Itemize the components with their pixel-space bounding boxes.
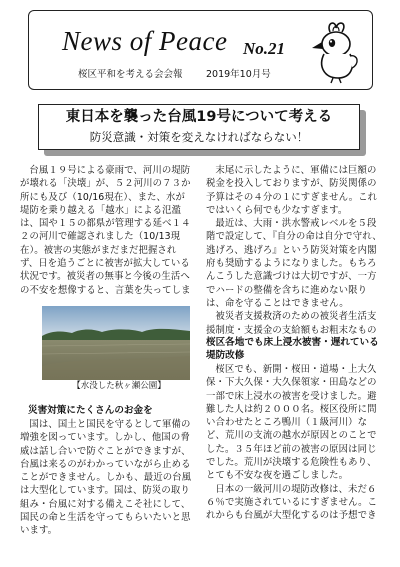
issue-date: 2019年10月号	[206, 69, 271, 80]
paragraph: 台風１９号による豪雨で、河川の堤防が壊れる「決壊」が、５２河川の７３か所にも及び（10/16現在）、また、水が堤防を乗り越える「越水」による氾濫は、国や１５の都県が管理する延べ１４２の河川で確認されました（10/13現在）。被害の実態がまだまだ把握されず、日を追うごとに被害が拡大している状況です。被災者の無事と今後の生活への不安を想像すると、言葉を失ってしま	[20, 165, 191, 296]
article-right-bottom	[206, 363, 384, 563]
paragraph: 日本の一級河川の堤防改修は、未だ６６％で実施されているにすぎません。これからも台風が大型化するのは予想でき	[206, 483, 378, 522]
flooded-park-photo	[42, 306, 190, 380]
headline-subtitle: 防災意識・対策を変えなければならない！	[89, 130, 309, 144]
headline-banner	[38, 104, 360, 150]
headline-title: 東日本を襲った台風19号について考える	[65, 109, 333, 125]
photo-caption: 【水没した秋ヶ瀬公園】	[72, 381, 166, 391]
section-heading-sakura-ward-flooding: 桜区各地でも床上浸水被害・遅れている堤防改修	[206, 337, 379, 362]
article-right-top	[206, 164, 384, 334]
paragraph: 被災者支援救済のための被災者生活支援制度・支援金の支給額もお粗末なもの	[206, 311, 377, 334]
bird-mascot-icon	[306, 18, 362, 84]
section-heading-disaster-funds: 災害対策にたくさんのお金を	[28, 405, 153, 416]
article-left-bottom	[20, 418, 194, 563]
issue-number: No.21	[243, 39, 286, 58]
organization-name: 桜区平和を考える会会報	[78, 69, 183, 80]
paragraph: 桜区でも、新開・桜田・道場・上大久保・下大久保・大久保領家・田島などの一部で床上浸水の被害を受けました。避難した人は約２０００名。桜区役所に問い合わせたところ鴨川（１級河川）など、荒川の支流の越水が原因とのことでした。３５年ほど前の被害の原因は同じでした。荒川が決壊する危険性もあり、とても不安な夜を過ごしました。	[206, 364, 377, 482]
article-left-top	[20, 164, 194, 296]
paragraph: 最近は、大雨・洪水警戒レベルを５段階で設定して、『自分の命は自分で守れ、逃げろ、逃げろ』という防災対策を内閣府も奨励するようになりました。もちろんこうした意識づけは大切ですが、一方でハードの整備を含ちに進めない限りは、命を守ることはできません。	[206, 218, 382, 309]
paragraph: 末尾に示したように、軍備には巨額の税金を投入しておりますが、防災関係の予算はその４分の１にすぎません。これではいくら何でも少なすぎます。	[206, 165, 378, 216]
newsletter-title: News of Peace	[62, 26, 228, 56]
paragraph: 国は、国土と国民を守るとして軍備の増強を図っています。しかし、他国の脅威は話し合いで防ぐことができますが、台風は来るのがわかっていながら止めることができません。しかも、最近の台風は大型化しています。国は、防災の取り組み・台風に対する備えこそ社にして、国民の命と生活を守ってもらいたいと思います。	[20, 419, 192, 537]
